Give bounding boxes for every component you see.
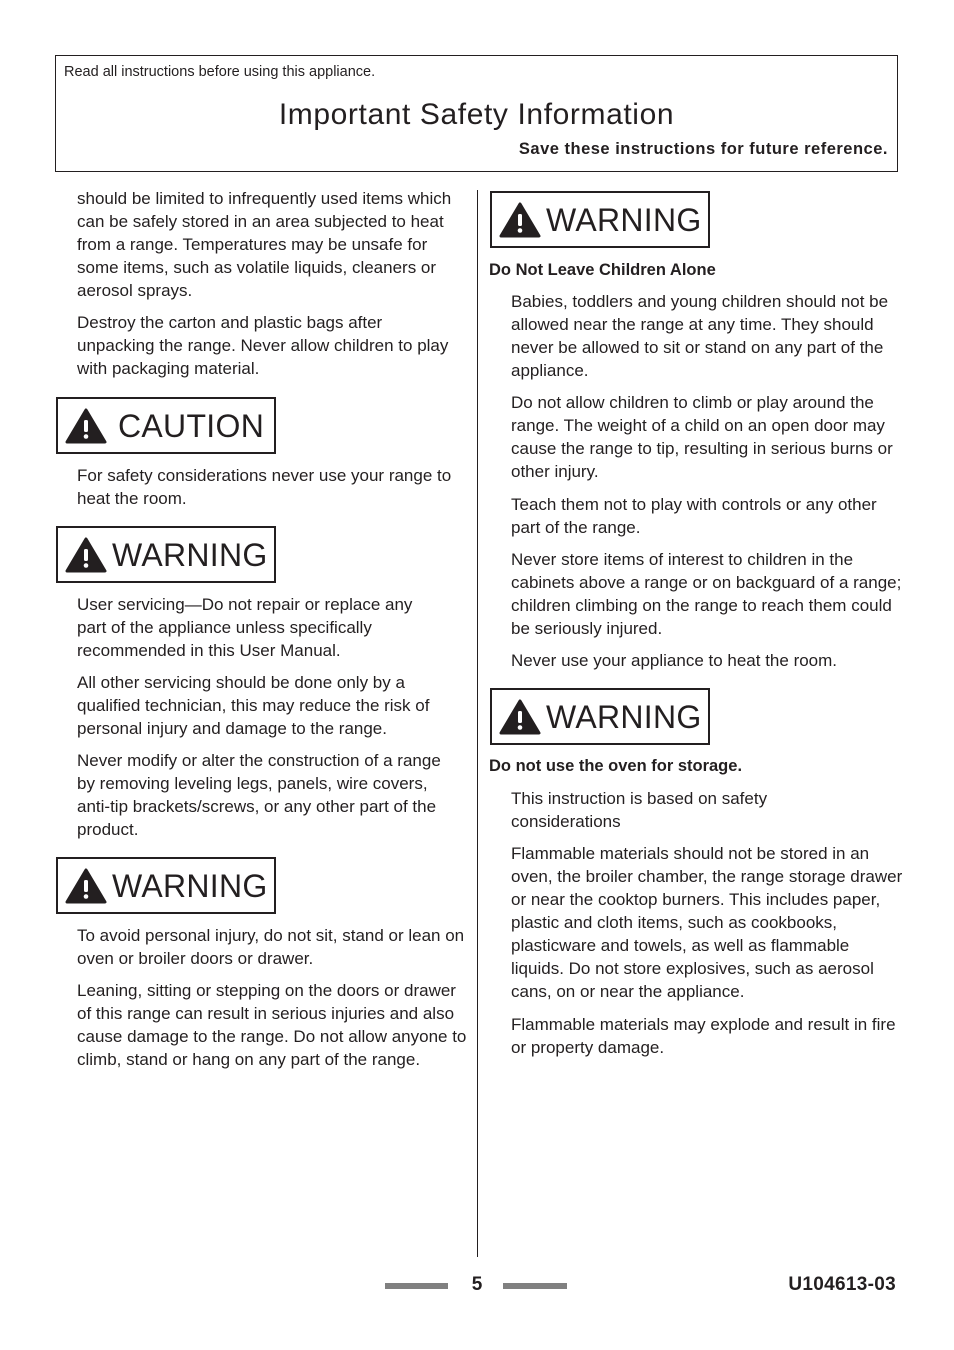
intro-paragraph-1: should be limited to infrequently used items which can be safely stored in an area subjected to heat from a range. Temperatures may be unsafe for some items, such as volatile liquids, cleaners or aerosol sprays. [77,189,452,300]
warning2-paragraph-2: Leaning, sitting or stepping on the doors or drawer of this range can result in serious injuries and also cause damage to the range. Do not allow anyone to climb, stand or hang on any part of the range. [77,981,467,1069]
warning1-paragraph-2: All other servicing should be done only by a qualified technician, this may reduce the risk of personal injury and damage to the range. [77,673,430,738]
warning-triangle-icon [499,202,541,238]
children-paragraph-2: Do not allow children to climb or play around the range. The weight of a child on an open door may cause the range to tip, resulting in serious burns or other injury. [511,393,893,481]
warning-label: WARNING [546,202,702,238]
children-paragraph-5: Never use your appliance to heat the room. [511,651,838,670]
warning-sign-2 [56,857,276,914]
warning-label: WARNING [112,537,268,573]
children-heading: Do Not Leave Children Alone [489,261,716,279]
children-paragraph-1: Babies, toddlers and young children should not be allowed near the range at any time. They should never be allowed to sit or stand on any part of the appliance. [511,292,889,380]
warning2-paragraph-1: To avoid personal injury, do not sit, stand or lean on oven or broiler doors or drawer. [77,926,465,968]
storage-paragraph-1: This instruction is based on safety considerations [511,789,768,831]
column-divider [477,190,478,1257]
header-note: Read all instructions before using this appliance. [64,64,376,80]
document-code: U104613-03 [788,1274,896,1295]
warning1-paragraph-1: User servicing—Do not repair or replace any part of the appliance unless specifically recommended in this User Manual. [77,595,413,660]
warning-label: WARNING [546,699,702,735]
caution-sign [56,397,276,454]
warning-sign-3 [490,191,710,248]
warning1-paragraph-3: Never modify or alter the construction of a range by removing leveling legs, panels, wire covers, anti-tip brackets/screws, or any other part of the product. [77,751,441,839]
header-box [55,55,898,172]
caution-label: CAUTION [118,408,265,444]
warning-label: WARNING [112,868,268,904]
footer-bar-left [385,1283,448,1289]
warning-sign-4 [490,688,710,745]
warning-triangle-icon [65,408,107,444]
storage-paragraph-3: Flammable materials may explode and result in fire or property damage. [511,1015,896,1057]
children-paragraph-3: Teach them not to play with controls or any other part of the range. [511,495,877,537]
page-title: Important Safety Information [278,98,675,131]
caution-paragraph: For safety considerations never use your range to heat the room. [77,466,452,508]
storage-heading: Do not use the oven for storage. [489,757,743,775]
storage-paragraph-2: Flammable materials should not be stored in an oven, the broiler chamber, the range storage drawer or near the cooktop burners. This includes paper, plastic and cloth items, such as cookbooks, plasticware and towels, as well as flammable liquids. Do not store explosives, such as aerosol cans, on or near the appliance. [511,844,903,1001]
page-number: 5 [471,1274,483,1295]
children-paragraph-4: Never store items of interest to children in the cabinets above a range or on backguard of a range; children climbing on the range to reach them could be seriously injured. [511,550,902,638]
save-notice: Save these instructions for future reference. [518,140,888,158]
warning-triangle-icon [65,537,107,573]
warning-sign-1 [56,526,276,583]
footer-bar-right [503,1283,567,1289]
intro-paragraph-2: Destroy the carton and plastic bags after unpacking the range. Never allow children to play with packaging material. [77,313,449,378]
warning-triangle-icon [65,868,107,904]
warning-triangle-icon [499,699,541,735]
